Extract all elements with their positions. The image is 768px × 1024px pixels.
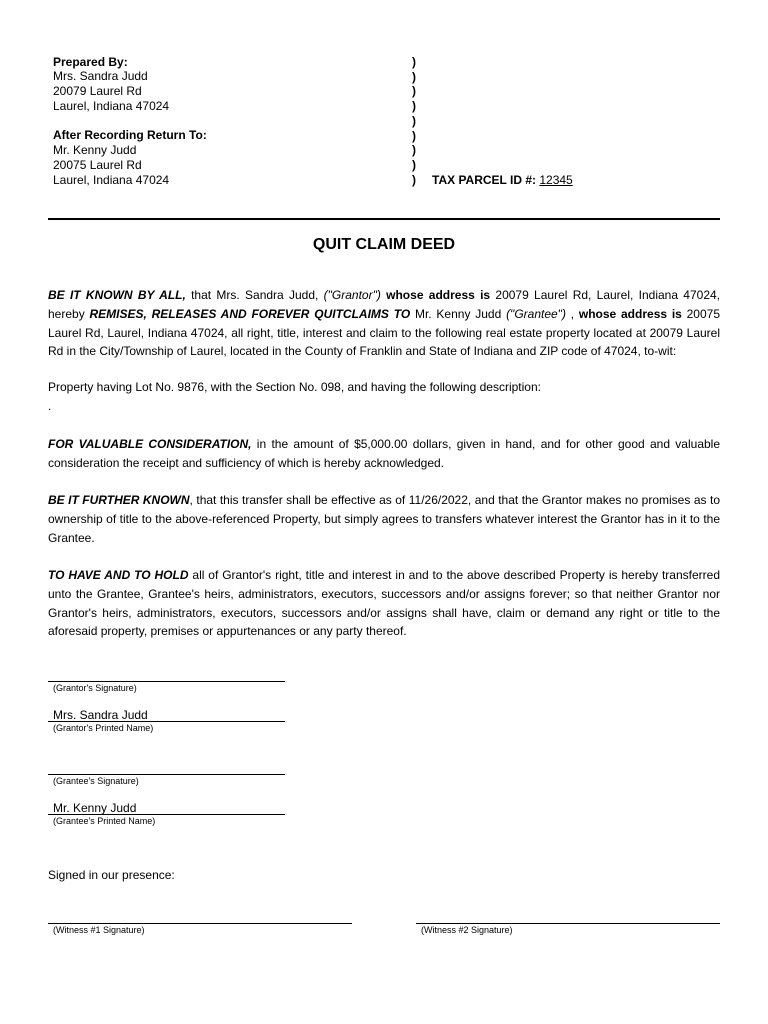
- grantee-printed-name-label: (Grantee's Printed Name): [53, 816, 156, 826]
- grantor-signature-line[interactable]: [48, 681, 285, 682]
- para1-bold1: whose address is: [380, 288, 491, 302]
- para1-text5: 20075 Laurel Rd, Laurel, Indiana 47024, all right, title, interest and claim to the following real estate property located at 20079 Laurel Rd in the City/Township of Laurel, located in the County of Franklin and State of Indiana and ZIP code of 47024, to-wit:: [48, 306, 721, 359]
- para1-bold2: REMISES, RELEASES AND FOREVER QUITCLAIMS TO: [89, 306, 411, 321]
- return-to-heading: After Recording Return To:: [53, 128, 207, 142]
- signed-in-presence: Signed in our presence:: [48, 868, 175, 882]
- grantor-printed-name-label: (Grantor's Printed Name): [53, 723, 154, 733]
- para3-lead: FOR VALUABLE CONSIDERATION,: [48, 437, 252, 451]
- grantor-signature-label: (Grantor's Signature): [53, 683, 137, 693]
- witness2-signature-label: (Witness #2 Signature): [421, 925, 513, 935]
- paragraph-grant: [48, 286, 720, 361]
- para1-lead: BE IT KNOWN BY ALL,: [48, 288, 186, 302]
- return-to-city: Laurel, Indiana 47024: [53, 173, 170, 187]
- prepared-by-city: Laurel, Indiana 47024: [53, 99, 170, 113]
- witness1-signature-line[interactable]: [48, 923, 352, 924]
- para1-bold3: whose address is: [578, 306, 682, 321]
- tax-parcel-value: 12345: [539, 173, 573, 187]
- paren-mark: ): [412, 84, 416, 99]
- witness1-signature-label: (Witness #1 Signature): [53, 925, 145, 935]
- tax-parcel-label: TAX PARCEL ID #:: [432, 173, 537, 187]
- paren-mark: ): [412, 157, 416, 172]
- grantee-printed-name-line[interactable]: [48, 814, 285, 815]
- prepared-by-name: Mrs. Sandra Judd: [53, 69, 148, 83]
- property-description-dot: .: [48, 399, 52, 413]
- return-to-name: Mr. Kenny Judd: [53, 143, 137, 157]
- witness2-signature-line[interactable]: [416, 923, 720, 924]
- page-title: QUIT CLAIM DEED: [312, 236, 456, 253]
- para5-lead: TO HAVE AND TO HOLD: [48, 568, 189, 582]
- paren-mark: ): [412, 99, 416, 114]
- para1-text2: 20079 Laurel Rd, Laurel, Indiana 47024, hereby: [48, 288, 721, 321]
- para5-text: all of Grantor's right, title and interest in and to the above described Property is hereby transferred unto the Grantee, Grantee's heirs, administrators, executors, successors and/or assigns forever; so that neither Grantor nor Grantor's heirs, administrators, executors, successors and/or assigns shall have, claim or demand any right or title to the aforesaid property, premises or appurtenances or any party thereof.: [48, 568, 721, 639]
- header-rule: [48, 218, 720, 220]
- grantee-printed-name: Mr. Kenny Judd: [53, 801, 137, 815]
- return-to-street: 20075 Laurel Rd: [53, 158, 142, 172]
- grantor-tag: ("Grantor"): [323, 288, 381, 302]
- para4-lead: BE IT FURTHER KNOWN: [48, 493, 190, 507]
- prepared-by-street: 20079 Laurel Rd: [53, 84, 142, 98]
- paren-mark: ): [412, 128, 416, 143]
- grantor-printed-name: Mrs. Sandra Judd: [53, 708, 148, 722]
- grantor-printed-name-line[interactable]: [48, 721, 285, 722]
- grantee-tag: ("Grantee"): [506, 306, 566, 321]
- paragraph-have-and-hold: [48, 566, 720, 641]
- prepared-by-heading: Prepared By:: [53, 55, 128, 69]
- paren-mark: ): [412, 69, 416, 84]
- grantee-signature-line[interactable]: [48, 774, 285, 775]
- paren-mark: ): [412, 172, 416, 187]
- paren-mark: ): [412, 55, 416, 69]
- para4-text: , that this transfer shall be effective as of 11/26/2022, and that the Grantor makes no promises as to ownership of title to the above-referenced Property, but simply agrees to transfers whatever interest the Grantor has in it to the Grantee.: [48, 493, 720, 545]
- grantee-signature-label: (Grantee's Signature): [53, 776, 139, 786]
- paren-mark: ): [412, 143, 416, 158]
- para1-text1: that Mrs. Sandra Judd,: [185, 288, 324, 302]
- tax-parcel: [432, 173, 573, 187]
- paragraph-consideration: [48, 435, 720, 473]
- paren-mark: ): [412, 113, 416, 128]
- para3-text: in the amount of $5,000.00 dollars, given in hand, and for other good and valuable consideration the receipt and sufficiency of which is hereby acknowledged.: [48, 437, 721, 470]
- para1-text4: ,: [565, 306, 579, 321]
- property-line: Property having Lot No. 9876, with the Section No. 098, and having the following description:: [48, 380, 541, 394]
- para1-text3: Mr. Kenny Judd: [410, 306, 507, 321]
- paragraph-further-known: [48, 491, 720, 547]
